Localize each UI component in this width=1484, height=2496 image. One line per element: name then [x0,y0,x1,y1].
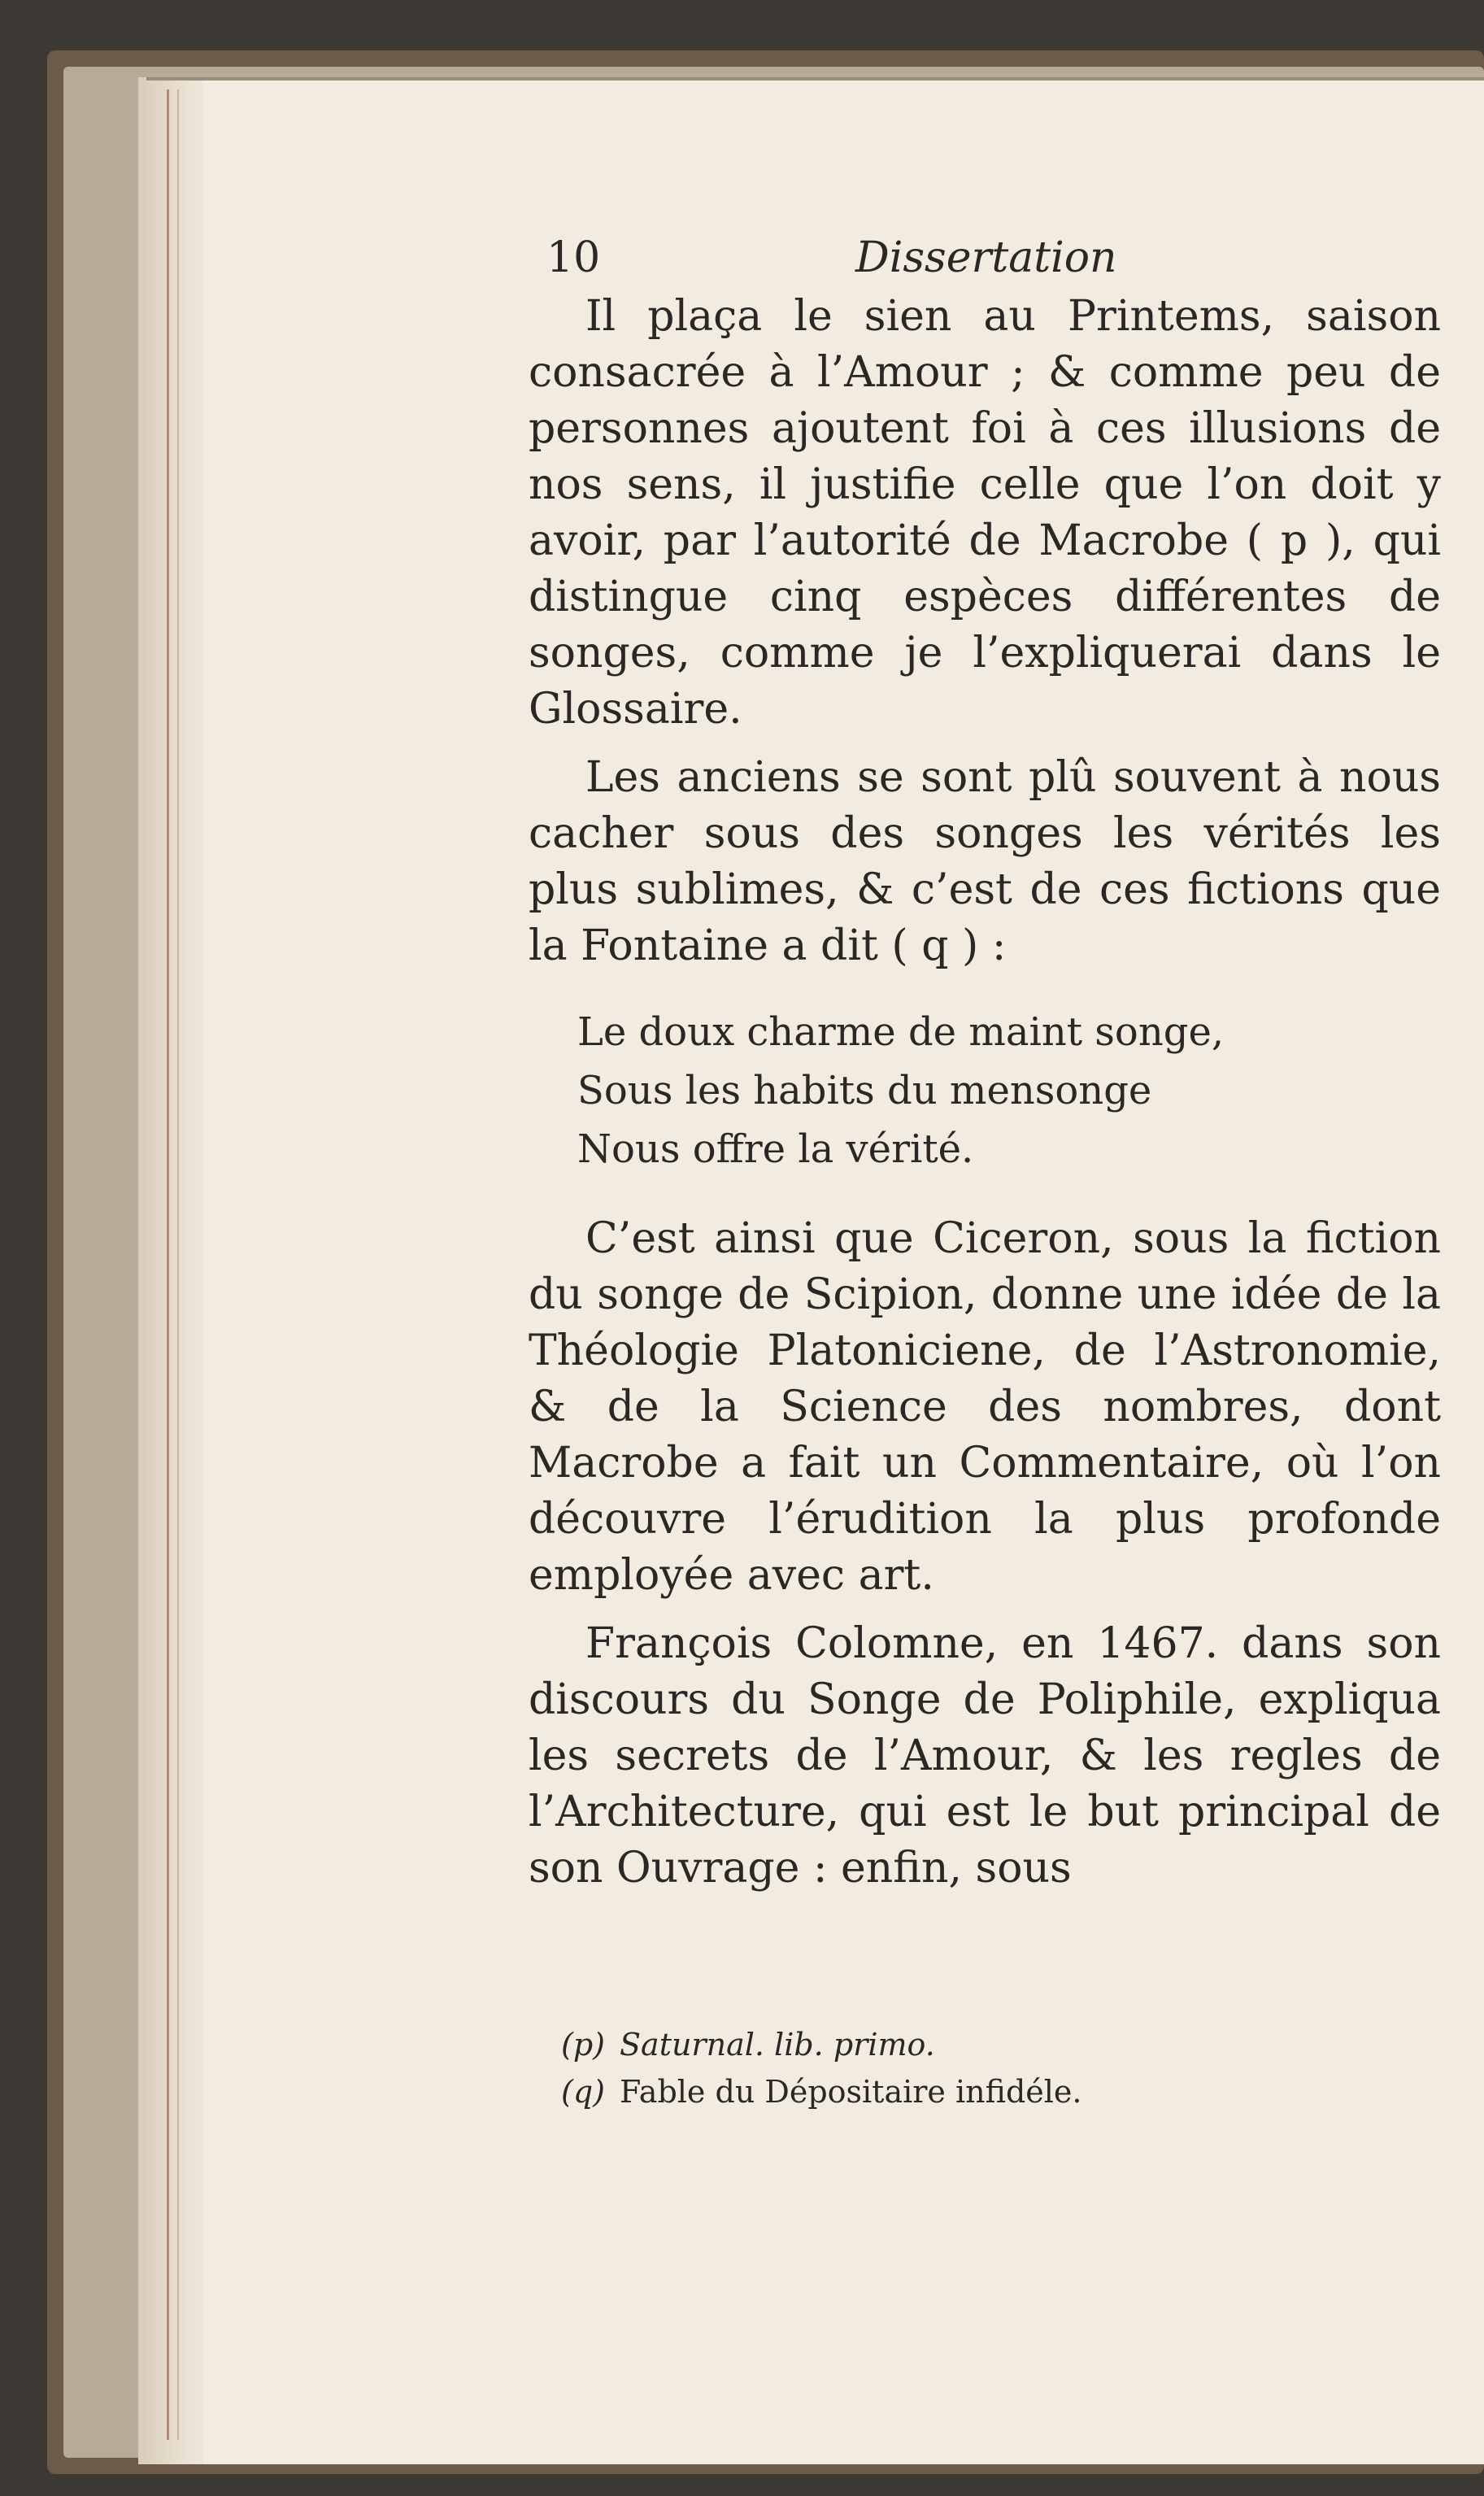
page-number: 10 [546,233,601,282]
footnote-text: Saturnal. lib. primo. [620,2027,935,2063]
gutter-rule [167,89,169,2440]
paragraph: C’est ainsi que Ciceron, sous la fiction du songe de Scipion, donne une idée de la Théologie Platoniciene, de l’Astronomie, & de la Science des nombres, dont Macrobe a fait un Commentaire, où l’on découvre l’érudition la plus profonde employée avec art. [529,1214,1441,1600]
verse-line: Le doux charme de maint songe, [577,1009,1225,1055]
footnote-text: Fable du Dépositaire infidéle. [620,2074,1082,2110]
page-header [546,229,1449,286]
footnotes [561,2021,1439,2115]
verse-line: Sous les habits du mensonge [577,1068,1152,1113]
gutter-rule-secondary [177,89,179,2440]
footnote-mark: (p) [561,2027,605,2063]
book-gutter [138,77,211,2464]
paragraph: Il plaça le sien au Printems, saison consacrée à l’Amour ; & comme peu de personnes ajoutent foi à ces illusions de nos sens, il justifie celle que l’on doit y avoir, par l’autorité de Macrobe ( p ), qui distingue cinq espèces différentes de songes, comme je l’expliquerai dans le Glossaire. [529,292,1441,734]
running-title: Dissertation [855,233,1117,282]
footnote [561,2068,1439,2115]
paragraph: Les anciens se sont plû souvent à nous cacher sous des songes les vérités les plus sublimes, & c’est de ces fictions que la Fontaine a dit ( q ) : [529,753,1441,970]
quoted-verse [577,1003,1441,1178]
paragraph: François Colomne, en 1467. dans son discours du Songe de Poliphile, expliqua les secrets de l’Amour, & les regles de l’Architecture, qui est le but principal de son Ouvrage : enfin, sous [529,1619,1441,1893]
footnote-mark: (q) [561,2074,605,2110]
page-body [529,289,1441,1909]
footnote [561,2021,1439,2068]
verse-line: Nous offre la vérité. [577,1126,974,1172]
page-top-edge [146,77,1484,81]
